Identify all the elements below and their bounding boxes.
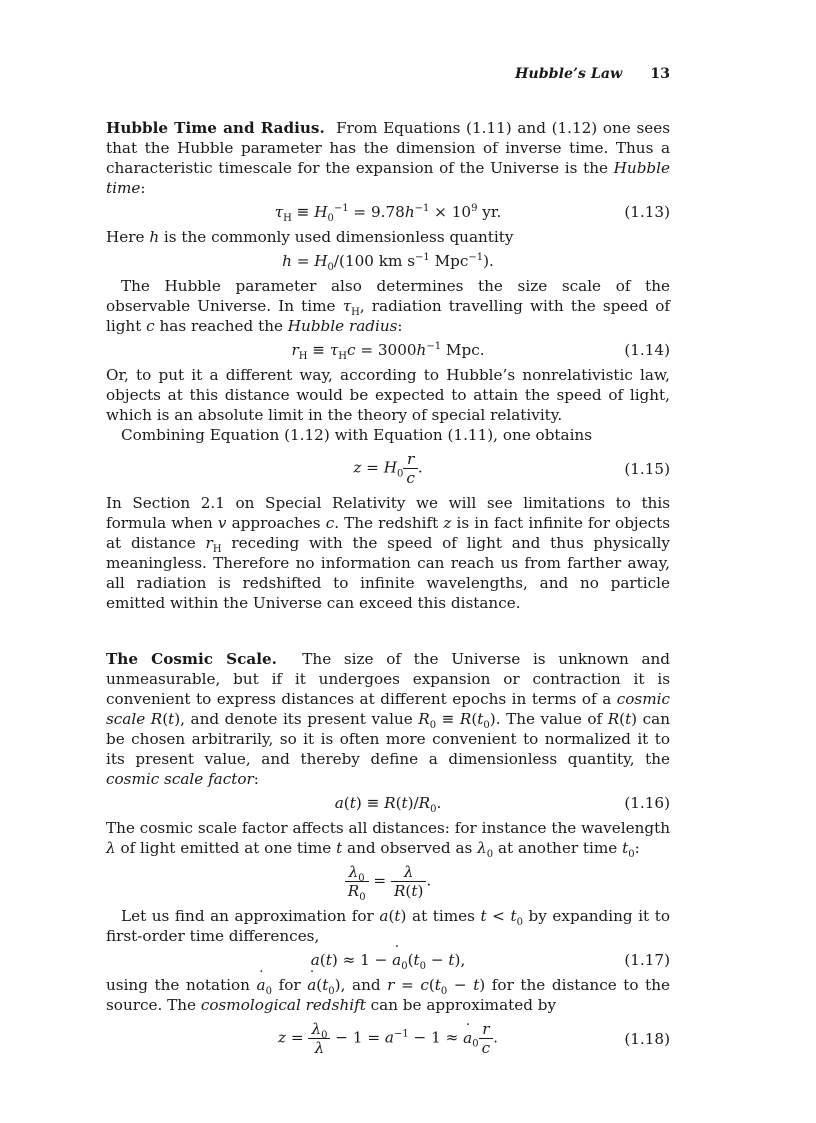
equation: $z = H_0$ $\frac{r}{c}$ . (1.15) [353, 450, 670, 487]
section-heading: Hubble Time and Radius. [106, 119, 325, 137]
equation: $a(t) \equiv R(t)/R_0$. (1.16) [334, 794, 670, 816]
paragraph: The cosmic scale factor affects all distances: for instance the wavelength λ of light emitted at one time t and observed as $\lambda_0$ at another time $t_0$: [106, 819, 670, 861]
equation-number: (1.13) [624, 203, 670, 221]
paragraph: In Section 2.1 on Special Relativity we will see limitations to this formula when v approaches c. The redshift z is in fact infinite for objects at distance $r_H$ receding with the speed of light and thus physically meaningless. Therefore no information can reach us from farther away, all radiation is redshifted to infinite wavelengths, and no particle emitted within the Universe can exceed this distance. [106, 494, 671, 612]
equation: $h = H_0/(100$ km $s^{-1}$ Mpc$^{-1}$). [282, 251, 494, 274]
paragraph: Here h is the commonly used dimensionless quantity [106, 228, 514, 246]
equation: a(t) ≈ 1 − a $˙_0(t_0 - t)$, (1.17) [106, 950, 670, 970]
paragraph: using the notation a $˙_0$ for a $˙(t_0)$, and $r = c(t_0 - t)$ for the distance to the source. The cosmological redshift can be approximated by [106, 975, 670, 1015]
page [106, 66, 670, 1063]
running-title: Hubble’s Law [515, 66, 623, 82]
paragraph: Hubble Time and Radius. From Equations (1.11) and (1.12) one sees that the Hubble parameter has the dimension of inverse time. Thus a characteristic timescale for the expansion of the Universe is the Hubble time: [106, 119, 671, 197]
equation-number: (1.17) [624, 951, 670, 969]
equation-number: (1.16) [624, 794, 670, 812]
section-heading: The Cosmic Scale. [106, 650, 277, 668]
equation-number: (1.18) [624, 1029, 670, 1048]
paragraph: The Hubble parameter also determines the size scale of the observable Universe. In time $\tau_H$, radiation travelling with the speed of light c has reached the Hubble radius: [106, 277, 670, 335]
equation: z = $\frac{\lambda_0}{\lambda}$ − $1 = a^{-1} - 1 \approx a$ $˙_0$ $\frac{r}{c}$ . (1.18) [106, 1020, 670, 1057]
equation: $\frac{\lambda_0}{R_0}$ = $\frac{\lambda}{R(t)}$ . [106, 863, 670, 900]
paragraph: Or, to put it a different way, according to Hubble’s nonrelativistic law, objects at this distance would be expected to attain the speed of light, which is an absolute limit in the theory of special relativity. [106, 366, 670, 424]
page-number: 13 [650, 66, 670, 82]
running-header [106, 66, 670, 82]
equation: $\tau_H \equiv H_0^{-1} = 9.78h^{-1} \times 10^9$ yr. (1.13) [274, 202, 670, 225]
equation-number: (1.14) [624, 341, 670, 359]
paragraph: The Cosmic Scale. The size of the Universe is unknown and unmeasurable, but if it undergoes expansion or contraction it is convenient to express distances at different epochs in terms of a cosmic scale R(t), and denote its present value $R_0 \equiv R(t_0)$. The value of R(t) can be chosen arbitrarily, so it is often more convenient to normalized it to its present value, and thereby define a dimensionless quantity, the cosmic scale factor: [106, 650, 671, 788]
equation-number: (1.15) [624, 459, 670, 478]
paragraph: Combining Equation (1.12) with Equation (1.11), one obtains [121, 426, 593, 444]
equation: $r_H \equiv \tau_Hc = 3000h^{-1}$ Mpc. (1.14) [291, 340, 670, 363]
paragraph: Let us find an approximation for a(t) at times $t < t_0$ by expanding it to first-order time differences, [106, 907, 670, 945]
